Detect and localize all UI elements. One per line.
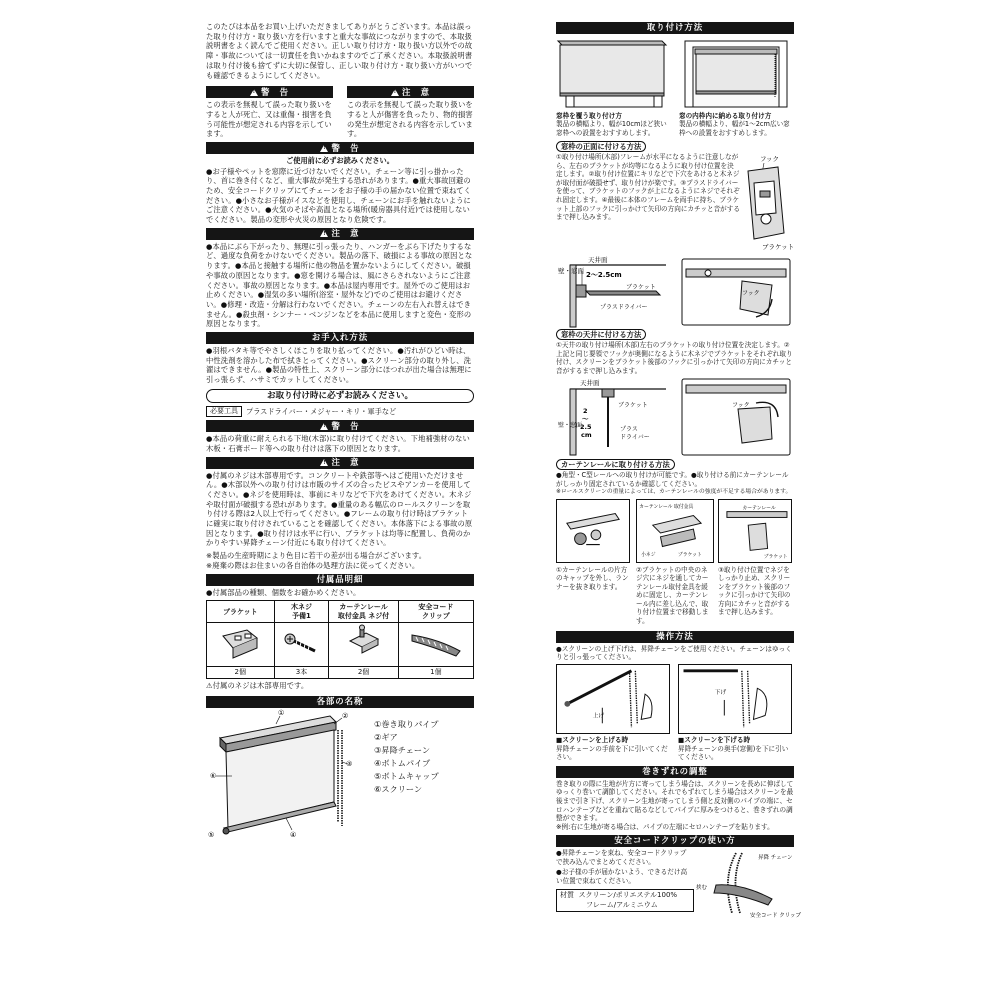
marker-3: ③ (346, 760, 353, 769)
parts-lead: ●付属部品の種類、個数をお確かめください。 (206, 587, 361, 597)
lower-screen (678, 664, 794, 762)
rail-label-screw: 小ネジ (641, 553, 656, 559)
warning-text-1: ●お子様やペットを窓際に近づけないでください。チェーン等に引っ掛かったり、首に巻き付くなど、重大事故が発生する恐れがあります。●重大事故回避のため、安全コードクリップにてチェーンをお子様の手の届かない位置で束ねてください。●小さなお子様がイスなどを使用し、チェーンにお手を触れないようにご注意ください。●火気のそばや高温となる場所(暖房器具付近)では使用しないでください。製品の変形や火災の原因となり危険です。 (206, 166, 472, 225)
ceiling-label: 天井面 (588, 256, 608, 265)
warning-icon (320, 423, 328, 430)
warning-header-1: ! 警 告 (206, 142, 474, 154)
names-section (206, 710, 474, 840)
clip-pinch-label: 挟む (696, 885, 708, 892)
material-frame: フレーム/アルミニウム (586, 900, 658, 909)
material-screen: スクリーン/ポリエステル100% (578, 891, 678, 900)
wall-label: 壁・窓面 (558, 422, 583, 430)
ceiling-mount-subheading: 窓枠の天井に付ける方法 (556, 329, 646, 340)
rail-steps (556, 499, 794, 625)
mount-type-outside (556, 37, 671, 137)
raise-text: 昇降チェーンの手前を下に引いてください。 (556, 744, 668, 762)
driver-label: プラス (620, 426, 638, 434)
name-item: ①巻き取りパイプ (374, 719, 439, 730)
tools-row (206, 406, 474, 417)
svg-text:ドライバー: ドライバー (620, 434, 650, 442)
right-column (556, 22, 802, 923)
skew-note: ※例:右に生地が寄る場合は、パイプの左端にセロハンテープを貼ります。 (556, 822, 774, 831)
chui-header: ! 注 意 (347, 86, 474, 98)
bracket-label: ブラケット (762, 243, 795, 252)
bracket-illustration (207, 623, 275, 667)
part-name: 安全コード クリップ (398, 601, 473, 623)
parts-table (206, 600, 474, 679)
note-color: ※製品の生産時期により色目に若干の差が出る場合がございます。 (206, 551, 427, 561)
warning-icon (391, 89, 399, 96)
rail-fitting-illustration (329, 623, 398, 667)
name-item: ②ギア (374, 732, 398, 743)
install-read-heading: お取り付け時に必ずお読みください。 (206, 389, 474, 403)
inside-mount-illustration (679, 37, 793, 109)
roll-screen-diagram (206, 710, 354, 840)
front-mount-subheading: 窓枠の正面に付ける方法 (556, 141, 646, 152)
ceiling-mount-detail (556, 377, 794, 457)
part-count: 3本 (274, 667, 329, 679)
keikoku-definition: この表示を無視して誤った取り扱いをすると人が死亡、又は重傷・損害を負う可能性が想定される内容を示しています。 (206, 100, 332, 139)
warning-icon (250, 89, 258, 96)
caution-header-1: ! 注 意 (206, 228, 474, 240)
care-header: お手入れ方法 (206, 332, 474, 344)
keikoku-header: ! 警 告 (206, 86, 333, 98)
operation-header: 操作方法 (556, 631, 794, 643)
intro-text: このたびは本品をお買い上げいただきましてありがとうございます。本品は誤った取り付け方・取り扱い方を行いますと重大な事故につながりますので、本取扱説明書をよく読んでご使用ください。正しい取り付け方・取り扱い方以外での故障・事故については一切責任を負いかねますのでご了承ください。本取扱説明書は取り付け後も捨てずに大切に保管し、正しい取り付け方・取り扱い方がいつでも確認できるようにしてください。 (206, 22, 473, 80)
rail-label-bracket: ブラケット (763, 555, 788, 561)
hook-label: フック (742, 290, 760, 298)
raise-label: 上げ (592, 713, 605, 720)
must-read-heading: ご使用前に必ずお読みください。 (286, 156, 394, 166)
left-column (206, 22, 474, 840)
part-count: 2個 (329, 667, 398, 679)
rail-label-fitting: カーテンレール 取付金具 (639, 504, 694, 510)
rail-step-1-text: ①カーテンレールの片方のキャップを外し、ランナーを抜き取ります。 (556, 565, 629, 591)
rail-step-3-text: ③取り付け位置でネジをしっかり止め、スクリーンをブラケット後部のフックに引っかけて矢印の方向にカチッと音がするまで押し込みます。 (718, 565, 791, 617)
material-box (556, 889, 694, 911)
rail-step-2-text: ②ブラケットの中央のネジ穴にネジを通してカーテンレール取付金具を緩めに固定し、カーテンレール内に差し込んで、取り付け位置まで移動します。 (636, 565, 709, 625)
rail-step-1 (556, 499, 632, 625)
clip-text-1: ●昇降チェーンを束ね、安全コードクリップで挟み込んでまとめてください。 (556, 849, 687, 866)
clip-illustration (692, 849, 802, 923)
skew-header: 巻きずれの調整 (556, 766, 794, 778)
svg-text:2.5: 2.5 (580, 423, 592, 432)
warning-icon (320, 145, 328, 152)
marker-6: ⑥ (210, 772, 217, 781)
part-count: 2個 (207, 667, 275, 679)
raise-illustration (556, 664, 670, 734)
names-header: 各部の名称 (206, 696, 474, 708)
part-name: ブラケット (207, 601, 275, 623)
lower-label: 下げ (714, 689, 727, 696)
mount-type-inside (679, 37, 794, 137)
caution-text-2: ●付属のネジは木部専用です。コンクリートや鉄部等へはご使用いただけません。●木部以外への取り付けは市販のサイズの合ったビスやアンカーを使用してください。●ネジを使用時は、事前にキリなどで下穴をあけてください。木ネジや取付面が破損する恐れがあります。●重量のある幅広のロールスクリーンを取り付ける際は2人以上で行ってください。●フレームの取り付け時はブラケットに確実に取り付けされていることを確認してください。本体落下による事故の原因となります。●取り付けは水平に行い、ブラケットは均等に配置し、負荷のかかりやすい昇降チェーン付近にも取り付けてください。 (206, 470, 473, 548)
rail-label-rail: カーテンレール (742, 506, 776, 512)
material-label: 材質 (560, 891, 574, 900)
warning-icon (320, 459, 328, 466)
ceiling-mount-steps: ①天井の取り付け場所(木部)左右のブラケットの取り付け位置を決定します。②上記と同じ要領でフックが奥側になるように木ネジでブラケットをそれぞれ取り付け、スクリーンをブラケット後部のフックに引っかけて矢印の方向にカチッと音がするまで押し込みます。 (556, 341, 793, 375)
care-text: ●羽根バタキ等でやさしくほこりを取り払ってください。●汚れがひどい時は、中性洗剤を溶かした布で拭きとってください。●スクリーン部分の取り外し、洗濯はできません。●製品の特性上、スクリーン部分にほつれが出た場合は無理に引っ張らず、ハサミでカットしてください。 (206, 346, 472, 385)
front-mount-section (556, 153, 794, 253)
clip-chain-label: 昇降 チェーン (758, 855, 793, 862)
inside-mount-text: 製品の横幅より、幅が1〜2cm広い窓枠への設置をおすすめします。 (679, 120, 790, 137)
mount-header: 取り付け方法 (556, 22, 794, 34)
rail-mount-text: ●角型・C型レールへの取り付けが可能です。●取り付ける前にカーテンレールがしっかり固定されているか確認してください。 (556, 471, 789, 488)
parts-note: ⚠付属のネジは木部専用です。 (206, 680, 309, 690)
part-name: 木ネジ 予備1 (274, 601, 329, 623)
rail-mount-subheading: カーテンレールに取り付ける方法 (556, 459, 675, 470)
clip-section (556, 849, 802, 923)
raise-screen (556, 664, 672, 762)
tools-value: プラスドライバー・メジャー・キリ・軍手など (246, 406, 397, 416)
safety-clip-illustration (398, 623, 473, 667)
hook-label: フック (760, 155, 780, 164)
marker-4: ④ (290, 831, 297, 840)
chui-definition: この表示を無視して誤った取り扱いをすると人が傷害を負ったり、物的損害の発生が想定される内容を示しています。 (347, 100, 473, 139)
rail-step-1-illustration (556, 499, 630, 563)
legend-boxes (206, 83, 474, 139)
svg-text:cm: cm (581, 431, 592, 440)
wall-label: 壁・窓面 (558, 267, 584, 276)
note-disposal: ※廃棄の際はお住まいの各自治体の処理方法に従ってください。 (206, 560, 420, 570)
lower-title: ■スクリーンを下げる時 (678, 736, 751, 745)
name-item: ⑤ボトムキャップ (374, 771, 439, 782)
inside-mount-title: 窓の内枠内に納める取り付け方 (679, 111, 772, 120)
wood-screw-illustration (274, 623, 329, 667)
names-list (374, 718, 439, 840)
lower-text: 昇降チェーンの奥手(窓側)を下に引いてください。 (678, 744, 789, 762)
rail-mount-note: ※ロールスクリーンの重量によっては、カーテンレールの強度が不足する場合があります。 (556, 488, 792, 495)
svg-text:〜: 〜 (582, 415, 589, 424)
hook-label: フック (732, 402, 750, 410)
marker-1: ① (278, 709, 285, 718)
caution-small-icon: ⚠ (206, 680, 213, 690)
rail-step-2 (636, 499, 714, 625)
name-item: ⑥スクリーン (374, 784, 423, 795)
clip-text-2: ●お子様の手が届かないよう、できるだけ高い位置で束ねてください。 (556, 868, 688, 885)
skew-text: 巻き取りの際に生地が片方に寄ってしまう場合は、スクリーンを長めに伸ばしてゆっくり巻いて調節してください。それでもずれてしまう場合はスクリーンを最後まで引き下げ、スクリーン生地が寄ってしまう側と反対側のパイプの端に、セロハンテープなどを重ねて貼るなどしてパイプに厚みをつけると、巻きずれの調整ができます。 (556, 779, 794, 823)
driver-label: プラスドライバー (600, 304, 648, 312)
operation-section (556, 664, 794, 762)
outside-mount-title: 窓枠を覆う取り付け方 (556, 111, 622, 120)
clip-text-block (556, 849, 692, 923)
keikoku-legend (206, 83, 333, 139)
marker-2: ② (342, 712, 349, 721)
rail-step-3 (718, 499, 794, 625)
lower-illustration (678, 664, 792, 734)
name-item: ④ボトムパイプ (374, 758, 431, 769)
rail-step-2-illustration (636, 499, 714, 563)
distance-label: 2〜2.5cm (586, 271, 622, 280)
outside-mount-text: 製品の横幅より、幅が10cmほど狭い窓枠への設置をおすすめします。 (556, 120, 667, 137)
bracket-hook-diagram (740, 153, 794, 253)
marker-5: ⑤ (208, 831, 215, 840)
raise-title: ■スクリーンを上げる時 (556, 736, 629, 745)
name-item: ③昇降チェーン (374, 745, 431, 756)
ceiling-label: 天井面 (580, 379, 600, 388)
mount-types (556, 37, 794, 137)
operation-text: ●スクリーンの上げ下げは、昇降チェーンをご使用ください。チェーンはゆっくりと引っ張ってください。 (556, 644, 792, 662)
caution-text-1: ●本品にぶら下がったり、無理に引っ張ったり、ハンガーをぶら下げたりするなど、過度な負荷をかけないでください。製品の落下、破損による事故の原因となります。●本品と接触する場所に他の物品を置かないようにしてください。破損や事故の原因となります。●窓を開ける場合は、風にさらされないようにご注意ください。事故の原因となります。●本品は屋内専用です。屋外でのご使用はお止めください。●湿気の多い場所(浴室・屋外など)でのご使用はお避けください。●修理・改造・分解は行わないでください。チェーンの左右入れ替えはできません。●殺虫剤・シンナー・ベンジンなどを本品に使用しますと変色・変形の原因となります。 (206, 241, 473, 329)
bracket-label: ブラケット (618, 402, 648, 410)
rail-label-bracket: ブラケット (677, 553, 702, 559)
caution-header-2: ! 注 意 (206, 457, 474, 469)
warning-icon (320, 230, 328, 237)
part-count: 1個 (398, 667, 473, 679)
parts-header: 付属品明細 (206, 574, 474, 586)
tools-label: 必要工具 (206, 406, 242, 417)
outside-mount-illustration (556, 37, 670, 109)
rail-step-3-illustration (718, 499, 792, 563)
clip-header: 安全コードクリップの使い方 (556, 835, 794, 847)
front-mount-steps: ①取り付け場所(木部)フレームが水平になるように注意しながら、左右のブラケットが均等になるように取り付け位置を決定します。②取り付け位置にキリなどで下穴をあけると木ネジが取付面が破損せず、取り付けが楽です。③プラスドライバーを使って、ブラケットのフックが上になるようにネジでそれぞれ固定します。④最後に本体のフレームを両手に持ち、ブラケット上部のフックに引っかけて矢印の方向にカチッと音がするまで押し込みます。 (556, 153, 740, 222)
chui-legend (347, 83, 474, 139)
bracket-label: ブラケット (626, 284, 656, 292)
part-name: カーテンレール 取付金具 ネジ付 (329, 601, 398, 623)
warning-header-2: ! 警 告 (206, 420, 474, 432)
front-mount-detail (556, 255, 794, 327)
warning-text-2: ●本品の荷重に耐えられる下地(木部)に取り付けてください。下地補強材のない木板・石膏ボード等への取り付けは落下の原因となります。 (206, 434, 470, 453)
clip-clip-label: 安全コード クリップ (750, 913, 802, 920)
svg-text:2: 2 (583, 407, 588, 416)
